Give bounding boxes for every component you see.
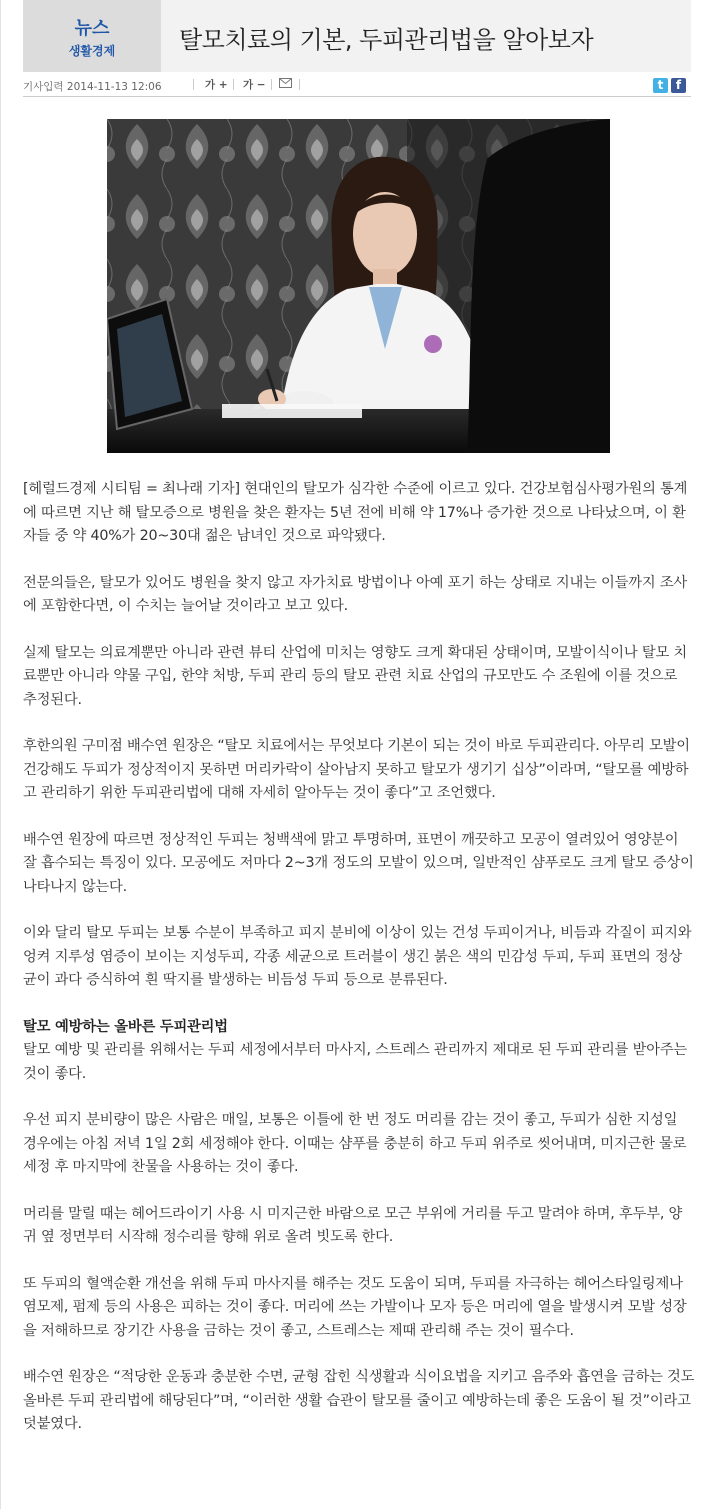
article-paragraph: 이와 달리 탈모 두피는 보통 수분이 부족하고 피지 분비에 이상이 있는 건성 두피이거나, 비듬과 각질이 피지와 엉켜 지루성 염증이 보이는 지성두피, 각종 세균으로 트러블이 생긴 붉은 색의 민감성 두피, 두피 표면의 정상균이 과다 증식하여 흰 딱지를 발생하는 비듬성 두피 등으로 분류된다. bbox=[23, 925, 692, 988]
article-paragraph: 배수연 원장은 “적당한 운동과 충분한 수면, 균형 잡힌 식생활과 식이요법을 지키고 음주와 흡연을 금하는 것도 올바른 두피 관리법에 해당된다”며, “이러한 생활 습관이 탈모를 줄이고 예방하는데 좋은 도움이 될 것”이라고 덧붙였다. bbox=[23, 1369, 695, 1432]
article-subheading-block bbox=[23, 1016, 695, 1040]
facebook-icon[interactable]: f bbox=[671, 78, 686, 93]
section-sub-label: 생활경제 bbox=[68, 44, 116, 58]
article-paragraph: [헤럴드경제 시티팀 = 최나래 기자] 현대인의 탈모가 심각한 수준에 이르고 있다. 건강보험심사평가원의 통계에 따르면 지난 해 탈모증으로 병원을 찾은 환자는 5년 전에 비해 약 17%나 증가한 것으로 나타났으며, 이 환자들 중 약 40%가 20~30대 젊은 남녀인 것으로 파악됐다. bbox=[23, 481, 688, 544]
section-label[interactable] bbox=[23, 0, 161, 72]
divider bbox=[233, 79, 234, 90]
divider bbox=[271, 79, 272, 90]
publish-date: 기사입력 2014-11-13 12:06 bbox=[23, 81, 162, 93]
font-size-up-button[interactable]: 가 + bbox=[205, 79, 228, 91]
article-paragraph: 실제 탈모는 의료계뿐만 아니라 관련 뷰티 산업에 미치는 영향도 크게 확대된 상태이며, 모발이식이나 탈모 치료뿐만 아니라 약물 구입, 한약 처방, 두피 관리 등의 탈모 관련 치료 산업의 규모만도 수 조원에 이를 것으로 추정된다. bbox=[23, 644, 688, 708]
article-header bbox=[23, 0, 691, 72]
article-paragraph: 우선 피지 분비량이 많은 사람은 매일, 보통은 이틀에 한 번 정도 머리를 감는 것이 좋고, 두피가 심한 지성일 경우에는 아침 저녁 1일 2회 세정해야 한다. 이때는 샴푸를 충분히 하고 두피 위주로 씻어내며, 미지근한 물로 세정 후 마지막에 찬물을 사용하는 것이 좋다. bbox=[23, 1112, 687, 1175]
doctor-consultation-image bbox=[107, 119, 610, 453]
article-title: 탈모치료의 기본, 두피관리법을 알아보자 bbox=[179, 26, 594, 54]
article-paragraph: 배수연 원장에 따르면 정상적인 두피는 청백색에 맑고 투명하며, 표면이 깨끗하고 모공이 열려있어 영양분이 잘 흡수되는 특징이 있다. 모공에도 저마다 2~3개 정도의 모발이 있으며, 일반적인 샴푸로도 크게 탈모 증상이 나타나지 않는다. bbox=[23, 831, 694, 895]
divider bbox=[193, 79, 194, 90]
article-paragraph: 또 두피의 혈액순환 개선을 위해 두피 마사지를 해주는 것도 도움이 되며, 두피를 자극하는 헤어스타일링제나 염모제, 펌제 등의 사용은 피하는 것이 좋다. 머리에 쓰는 가발이나 모자 등은 머리에 열을 발생시켜 모발 성장을 저해하므로 장기간 사용을 금하는 것이 좋고, 스트레스는 제때 관리해 주는 것이 필수다. bbox=[23, 1275, 687, 1339]
article-paragraph: 머리를 말릴 때는 헤어드라이기 사용 시 미지근한 바람으로 모근 부위에 거리를 두고 말려야 하며, 후두부, 양 귀 옆 정면부터 시작해 정수리를 향해 위로 올려 빗도록 한다. bbox=[23, 1205, 683, 1245]
twitter-icon[interactable]: t bbox=[653, 78, 668, 93]
article-meta-bar bbox=[23, 74, 691, 97]
section-main-label: 뉴스 bbox=[74, 18, 110, 39]
article-subheading: 탈모 예방하는 올바른 두피관리법 bbox=[23, 1018, 228, 1035]
email-icon[interactable] bbox=[279, 78, 292, 91]
left-border bbox=[0, 0, 1, 1509]
article-paragraph: 탈모 예방 및 관리를 위해서는 두피 세정에서부터 마사지, 스트레스 관리까지 제대로 된 두피 관리를 받아주는 것이 좋다. bbox=[23, 1042, 688, 1082]
divider bbox=[299, 79, 300, 90]
article-paragraph: 후한의원 구미점 배수연 원장은 “탈모 치료에서는 무엇보다 기본이 되는 것이 바로 두피관리다. 아무리 모발이 건강해도 두피가 정상적이지 못하면 머리카락이 살아남지 못하고 탈모가 생기기 십상”이라며, “탈모를 예방하고 관리하기 위한 두피관리법에 대해 자세히 알아두는 것이 좋다”고 조언했다. bbox=[23, 738, 690, 801]
article-paragraph: 전문의들은, 탈모가 있어도 병원을 찾지 않고 자가치료 방법이나 아예 포기 하는 상태로 지내는 이들까지 조사에 포함한다면, 이 수치는 늘어날 것이라고 보고 있다. bbox=[23, 574, 688, 614]
article-body bbox=[23, 478, 695, 1460]
font-size-down-button[interactable]: 가 − bbox=[243, 79, 266, 91]
article-photo bbox=[107, 119, 610, 453]
